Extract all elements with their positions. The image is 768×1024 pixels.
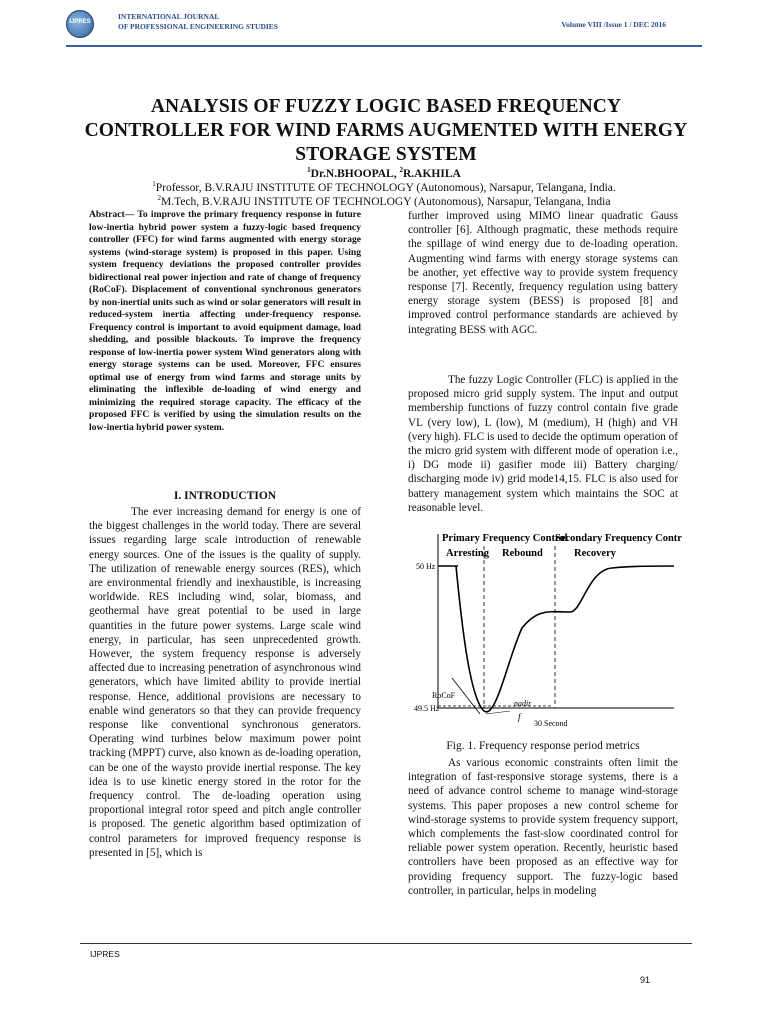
- label-rebound: Rebound: [502, 548, 543, 559]
- affiliation-1: $^1$Professor, B.V.RAJU INSTITUTE OF TECHNOLOGY (Autonomous), Narsapur, Telangana, India.: [152, 180, 616, 194]
- journal-name-line1: INTERNATIONAL JOURNAL: [118, 12, 220, 21]
- label-nadir: nadir: [514, 699, 532, 708]
- journal-name: [118, 12, 278, 32]
- label-recovery: Recovery: [574, 548, 616, 559]
- figure-frequency-response: [412, 528, 682, 743]
- frequency-curve: [456, 566, 674, 712]
- page-header: [0, 6, 768, 44]
- label-primary: Primary Frequency Control: [442, 533, 568, 544]
- volume-issue: Volume VIII /Issue 1 / DEC 2016: [561, 20, 666, 29]
- author1-sup: 1: [307, 166, 311, 174]
- right-paragraph-1: further improved using MIMO linear quadratic Gauss controller [6]. Although pragmatic, these methods require the spillage of wind energy due to de-loading operation. Augmenting wind farms with energy storage systems can be another, yet effective way to provide system frequency response [7]. Recently, frequency regulation using battery energy storage system (BESS) is proposed [8] and improved control performance standards are achieved by integrating BESS with AGC.: [408, 210, 678, 336]
- label-49-5hz: 49.5 Hz: [414, 704, 440, 713]
- figure-caption: Fig. 1. Frequency response period metrics: [446, 740, 640, 752]
- section-heading-introduction: I. INTRODUCTION: [173, 490, 277, 502]
- footer-rule: [80, 943, 692, 944]
- label-50hz: 50 Hz: [416, 562, 436, 571]
- label-f: f: [518, 712, 521, 722]
- author2-sup: 2: [399, 166, 403, 174]
- right-paragraph-2: The fuzzy Logic Controller (FLC) is applied in the proposed micro grid supply system. The input and output membership functions of fuzzy control contain five grade VL (very low), L (low), M (medium), H (high) and VH (very high). FLC is used to decide the optimum operation of the micro grid system with different mode of operation i.e., i) DG mode ii) gasifier mode iii) Battery charging/ discharging mode iv) grid mode14,15. FLC is also used for battery management system which maintains the SOC at reasonable level.: [408, 374, 679, 514]
- abstract: Abstract— To improve the primary frequency response in future low-inertia hybrid power system a fuzzy-logic based frequency controller (FFC) for wind farms augmented with energy storage systems (wind-storage system) is proposed in this paper. Using system frequency deviations the proposed controller provides bidirectional real power injection and rate of change of frequency (RoCoF). Displacement of conventional synchronous generators by non-inertial units such as wind or solar generators will result in reduced-system inertia affecting under-frequency response. Frequency control is important to avoid equipment damage, load shedding, and possible blackouts. To improve the frequency response of low-inertia power system Wind generators along with energy storage systems can be used. Moreover, FFC ensures optimal use of energy from wind farms and storage units by eliminating the inflexible de-loading of wind energy and minimizing the required storage capacity. The efficacy of the proposed FFC is verified by using the simulation results on the low-inertia hybrid power system.: [89, 209, 361, 433]
- affiliation-2: $^2$M.Tech, B.V.RAJU INSTITUTE OF TECHNOLOGY (Autonomous), Narsapur, Telangana, India: [157, 194, 611, 208]
- label-rocof: RoCoF: [432, 691, 456, 700]
- page-number: 91: [640, 975, 651, 985]
- label-30-second: 30 Second: [534, 719, 568, 728]
- author2: R.AKHILA: [402, 167, 461, 180]
- author1: Dr.N.BHOOPAL,: [310, 167, 400, 180]
- introduction-text: The ever increasing demand for energy is one of the biggest challenges in the world today. There are several issues regarding large scale introduction of renewable energy sources. One of the issues is the quality of supply. The utilization of renewable energy sources (RES), which are environmental friendly and inexhaustible, is increasing worldwide. RES including wind, solar, biomass, and geothermal have great potential to be used in large quantities in the future power systems. Large scale wind energy, in particular, has seen unprecedented growth. However, the system frequency response is adversely affected due to increasing penetration of asynchronous wind generators, which have limited ability to provide inertial response. Hence, additional provisions are necessary to enable wind generators so that they can provide frequency response like conventional synchronous generators. Operating wind turbines below maximum power point tracking (MPPT) curve, also known as de-loading operation, can be one of the waysto provide inertial response. The key idea is to use kinetic energy stored in the rotor for the frequency control. The de-loading operation using proportional integral rotor speed and pitch angle controller is proposed. The genetic algorithm based optimization of control parameters for improved frequency response is presented in [5], which is: [89, 506, 361, 859]
- label-arresting: Arresting: [446, 548, 489, 559]
- journal-logo: IJPRES: [66, 10, 94, 38]
- right-paragraph-3: As various economic constraints often limit the integration of fast-responsive storage systems, there is a need of advance control scheme to manage wind-storage systems. This paper proposes a new control scheme for wind-storage systems to provide system frequency support, which complements the fast-slow coordinated control for reliable power system operation. Recently, heuristic based controllers have been proposed as an effective way for providing frequency support. The fuzzy-logic based controller, in particular, helps in modeling: [408, 757, 678, 897]
- frequency-response-plot: [412, 528, 682, 743]
- label-secondary: Secondary Frequency Control: [555, 533, 682, 544]
- journal-name-line2: OF PROFESSIONAL ENGINEERING STUDIES: [118, 22, 278, 31]
- paper-title: ANALYSIS OF FUZZY LOGIC BASED FREQUENCY CONTROLLER FOR WIND FARMS AUGMENTED WITH ENERGY STORAGE SYSTEM: [84, 96, 688, 165]
- footer-journal: IJPRES: [90, 949, 120, 959]
- authors: [0, 166, 768, 180]
- header-rule: [66, 45, 702, 47]
